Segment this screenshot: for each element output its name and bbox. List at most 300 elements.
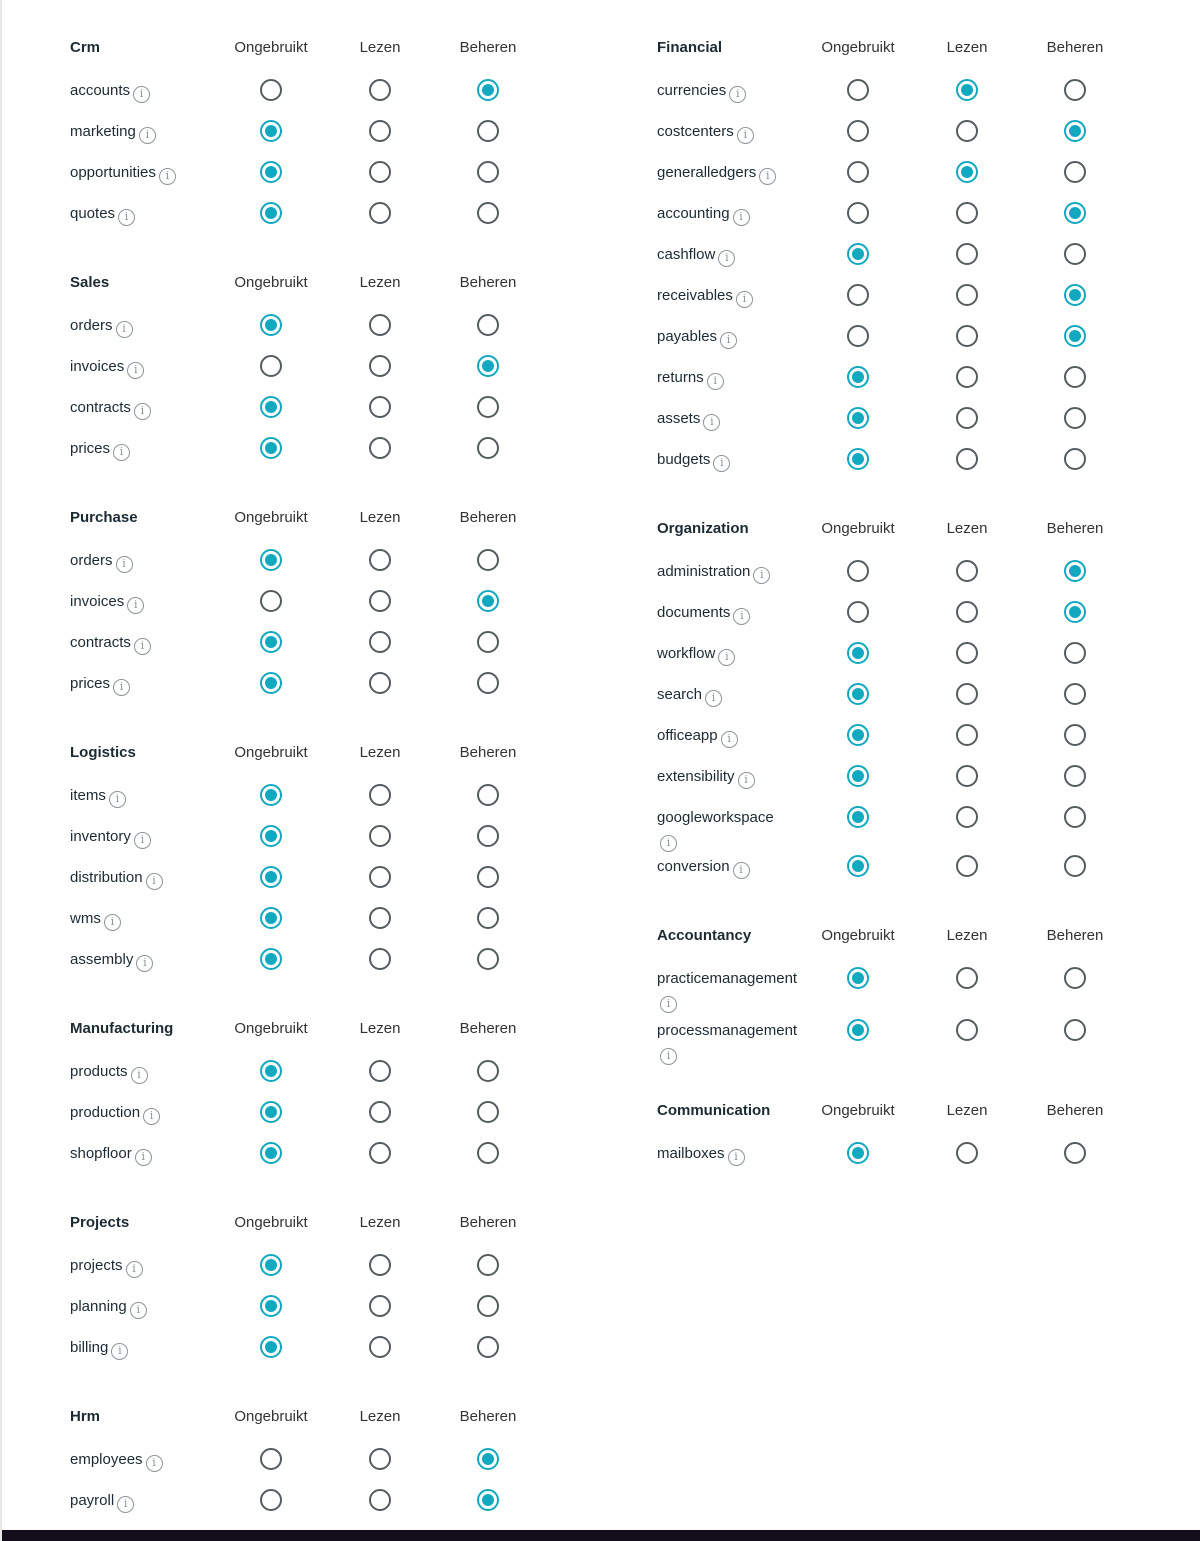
radio-read[interactable]: [369, 202, 391, 224]
permission-label: [657, 643, 807, 666]
permission-name: projects: [70, 1257, 123, 1274]
column-header-read: Lezen: [359, 1408, 401, 1425]
group-title: Manufacturing: [70, 1020, 174, 1037]
radio-unused[interactable]: [847, 448, 869, 470]
permission-row-mailboxes: [655, 1135, 1200, 1176]
right-column: [655, 26, 1200, 1176]
permission-name: prices: [70, 675, 111, 692]
permission-label: [657, 449, 807, 472]
group-logistics: [68, 731, 613, 982]
permission-name: wms: [70, 910, 101, 927]
radio-unused[interactable]: [260, 1336, 282, 1358]
radio-read[interactable]: [956, 601, 978, 623]
permission-name: inventory: [70, 828, 131, 845]
permission-name: assembly: [70, 951, 134, 968]
info-icon[interactable]: i: [136, 955, 153, 972]
info-icon[interactable]: i: [728, 1149, 745, 1166]
radio-unused[interactable]: [847, 243, 869, 265]
group-header: [655, 507, 1200, 553]
radio-unused[interactable]: [260, 314, 282, 336]
info-icon[interactable]: i: [660, 996, 677, 1013]
permission-row-wms: [68, 900, 613, 941]
permission-name: distribution: [70, 869, 143, 886]
radio-unused[interactable]: [260, 1295, 282, 1317]
radio-manage[interactable]: [477, 314, 499, 336]
radio-manage[interactable]: [477, 120, 499, 142]
info-icon[interactable]: i: [737, 127, 754, 144]
column-header-unused: Ongebruikt: [234, 509, 308, 526]
permission-row-budgets: [655, 441, 1200, 482]
radio-read[interactable]: [369, 437, 391, 459]
permission-row-invoices: [68, 583, 613, 624]
permission-name: processmanagement: [657, 1022, 798, 1039]
radio-manage[interactable]: [477, 866, 499, 888]
radio-manage[interactable]: [1064, 855, 1086, 877]
info-icon[interactable]: i: [127, 362, 144, 379]
radio-unused[interactable]: [260, 1060, 282, 1082]
radio-unused[interactable]: [260, 161, 282, 183]
permission-label: [657, 1020, 807, 1065]
group-title: Crm: [70, 39, 101, 56]
permission-name: payroll: [70, 1492, 115, 1509]
permission-label: [657, 285, 807, 308]
permission-name: mailboxes: [657, 1145, 725, 1162]
radio-unused[interactable]: [847, 79, 869, 101]
radio-read[interactable]: [956, 120, 978, 142]
info-icon[interactable]: i: [113, 444, 130, 461]
info-icon[interactable]: i: [104, 914, 121, 931]
column-header-read: Lezen: [359, 274, 401, 291]
radio-manage[interactable]: [477, 907, 499, 929]
radio-unused[interactable]: [847, 366, 869, 388]
permission-label: [70, 908, 220, 931]
info-icon[interactable]: i: [720, 332, 737, 349]
group-projects: [68, 1201, 613, 1370]
radio-read[interactable]: [956, 202, 978, 224]
radio-unused[interactable]: [847, 967, 869, 989]
column-header-manage: Beheren: [1046, 1102, 1104, 1119]
radio-manage[interactable]: [477, 590, 499, 612]
radio-manage[interactable]: [477, 1101, 499, 1123]
radio-read[interactable]: [956, 1019, 978, 1041]
permission-row-extensibility: [655, 758, 1200, 799]
info-icon[interactable]: i: [146, 873, 163, 890]
column-header-read: Lezen: [359, 1214, 401, 1231]
radio-unused[interactable]: [847, 120, 869, 142]
radio-read[interactable]: [369, 1336, 391, 1358]
radio-unused[interactable]: [847, 407, 869, 429]
permission-label: [657, 766, 807, 789]
radio-unused[interactable]: [847, 642, 869, 664]
radio-read[interactable]: [369, 161, 391, 183]
permission-row-assembly: [68, 941, 613, 982]
info-icon[interactable]: i: [109, 791, 126, 808]
radio-manage[interactable]: [477, 1254, 499, 1276]
radio-unused[interactable]: [260, 1448, 282, 1470]
radio-manage[interactable]: [1064, 120, 1086, 142]
radio-unused[interactable]: [260, 948, 282, 970]
permission-row-orders: [68, 542, 613, 583]
radio-read[interactable]: [956, 243, 978, 265]
radio-manage[interactable]: [477, 631, 499, 653]
column-header-unused: Ongebruikt: [234, 1408, 308, 1425]
radio-read[interactable]: [369, 79, 391, 101]
radio-read[interactable]: [369, 590, 391, 612]
radio-read[interactable]: [369, 672, 391, 694]
group-communication: [655, 1089, 1200, 1176]
permission-row-inventory: [68, 818, 613, 859]
info-icon[interactable]: i: [146, 1455, 163, 1472]
radio-unused[interactable]: [847, 806, 869, 828]
group-title: Purchase: [70, 509, 138, 526]
permission-row-payables: [655, 318, 1200, 359]
radio-unused[interactable]: [260, 396, 282, 418]
radio-read[interactable]: [956, 642, 978, 664]
radio-unused[interactable]: [847, 1142, 869, 1164]
radio-read[interactable]: [369, 120, 391, 142]
group-title: Hrm: [70, 1408, 101, 1425]
permission-label: [657, 1143, 807, 1166]
radio-manage[interactable]: [1064, 284, 1086, 306]
radio-unused[interactable]: [260, 355, 282, 377]
info-icon[interactable]: i: [759, 168, 776, 185]
radio-unused[interactable]: [260, 1489, 282, 1511]
permission-label: [70, 1337, 220, 1360]
radio-unused[interactable]: [260, 202, 282, 224]
permission-row-accounts: [68, 72, 613, 113]
radio-manage[interactable]: [1064, 202, 1086, 224]
permission-label: [657, 408, 807, 431]
permission-label: [70, 550, 220, 573]
permission-name: generalledgers: [657, 164, 757, 181]
radio-read[interactable]: [956, 79, 978, 101]
radio-unused[interactable]: [260, 120, 282, 142]
permission-name: extensibility: [657, 768, 735, 785]
group-spacer: [68, 706, 613, 731]
radio-read[interactable]: [956, 724, 978, 746]
permission-row-processmanagement: [655, 1012, 1200, 1064]
permission-name: search: [657, 686, 703, 703]
info-icon[interactable]: i: [705, 690, 722, 707]
permission-name: cashflow: [657, 246, 716, 263]
radio-manage[interactable]: [1064, 683, 1086, 705]
radio-manage[interactable]: [477, 437, 499, 459]
permission-label: [70, 949, 220, 972]
info-icon[interactable]: i: [753, 567, 770, 584]
permission-label: [657, 561, 807, 584]
radio-unused[interactable]: [847, 855, 869, 877]
radio-unused[interactable]: [847, 202, 869, 224]
permission-row-practicemanagement: [655, 960, 1200, 1012]
permission-row-cashflow: [655, 236, 1200, 277]
radio-manage[interactable]: [1064, 448, 1086, 470]
permission-row-invoices: [68, 348, 613, 389]
radio-manage[interactable]: [1064, 967, 1086, 989]
permission-label: [657, 602, 807, 625]
info-icon[interactable]: i: [139, 127, 156, 144]
radio-unused[interactable]: [847, 601, 869, 623]
column-header-unused: Ongebruikt: [234, 1214, 308, 1231]
group-spacer: [655, 889, 1200, 914]
radio-manage[interactable]: [1064, 806, 1086, 828]
radio-manage[interactable]: [477, 202, 499, 224]
radio-manage[interactable]: [477, 672, 499, 694]
radio-read[interactable]: [956, 806, 978, 828]
radio-manage[interactable]: [1064, 1142, 1086, 1164]
radio-unused[interactable]: [260, 784, 282, 806]
radio-read[interactable]: [956, 366, 978, 388]
info-icon[interactable]: i: [134, 403, 151, 420]
radio-unused[interactable]: [260, 590, 282, 612]
column-header-manage: Beheren: [1046, 927, 1104, 944]
radio-unused[interactable]: [847, 724, 869, 746]
permission-name: budgets: [657, 451, 711, 468]
info-icon[interactable]: i: [111, 1343, 128, 1360]
info-icon[interactable]: i: [116, 556, 133, 573]
radio-unused[interactable]: [260, 825, 282, 847]
radio-unused[interactable]: [847, 683, 869, 705]
radio-read[interactable]: [369, 784, 391, 806]
info-icon[interactable]: i: [733, 209, 750, 226]
radio-read[interactable]: [369, 355, 391, 377]
radio-manage[interactable]: [477, 1336, 499, 1358]
column-header-read: Lezen: [946, 39, 988, 56]
radio-manage[interactable]: [1064, 243, 1086, 265]
group-crm: [68, 26, 613, 236]
radio-unused[interactable]: [260, 1142, 282, 1164]
permission-label: [657, 968, 807, 1013]
permission-row-documents: [655, 594, 1200, 635]
permission-label: [70, 203, 220, 226]
radio-read[interactable]: [956, 855, 978, 877]
permission-name: invoices: [70, 358, 125, 375]
group-purchase: [68, 496, 613, 706]
radio-read[interactable]: [369, 866, 391, 888]
permission-name: workflow: [657, 645, 716, 662]
column-header-unused: Ongebruikt: [234, 274, 308, 291]
info-icon[interactable]: i: [127, 597, 144, 614]
permission-label: [70, 356, 220, 379]
info-icon[interactable]: i: [703, 414, 720, 431]
radio-manage[interactable]: [1064, 161, 1086, 183]
group-header: [655, 26, 1200, 72]
permission-name: assets: [657, 410, 701, 427]
radio-manage[interactable]: [1064, 642, 1086, 664]
radio-unused[interactable]: [260, 1254, 282, 1276]
radio-unused[interactable]: [847, 325, 869, 347]
info-icon[interactable]: i: [118, 209, 135, 226]
radio-unused[interactable]: [260, 907, 282, 929]
group-title: Accountancy: [657, 927, 752, 944]
group-title: Organization: [657, 520, 749, 537]
radio-manage[interactable]: [1064, 79, 1086, 101]
radio-read[interactable]: [369, 1060, 391, 1082]
radio-manage[interactable]: [477, 1142, 499, 1164]
info-icon[interactable]: i: [134, 832, 151, 849]
radio-manage[interactable]: [477, 1060, 499, 1082]
radio-manage[interactable]: [477, 355, 499, 377]
permission-row-opportunities: [68, 154, 613, 195]
info-icon[interactable]: i: [116, 321, 133, 338]
permission-label: [657, 121, 807, 144]
radio-read[interactable]: [369, 1142, 391, 1164]
radio-read[interactable]: [956, 1142, 978, 1164]
info-icon[interactable]: i: [130, 1302, 147, 1319]
permission-row-shopfloor: [68, 1135, 613, 1176]
radio-manage[interactable]: [477, 549, 499, 571]
permission-label: [70, 397, 220, 420]
radio-read[interactable]: [369, 1448, 391, 1470]
info-icon[interactable]: i: [733, 608, 750, 625]
permission-label: [70, 121, 220, 144]
info-icon[interactable]: i: [736, 291, 753, 308]
radio-manage[interactable]: [477, 1295, 499, 1317]
radio-unused[interactable]: [260, 1101, 282, 1123]
info-icon[interactable]: i: [707, 373, 724, 390]
radio-read[interactable]: [956, 325, 978, 347]
radio-read[interactable]: [369, 1295, 391, 1317]
radio-unused[interactable]: [847, 1019, 869, 1041]
permission-row-planning: [68, 1288, 613, 1329]
info-icon[interactable]: i: [133, 86, 150, 103]
info-icon[interactable]: i: [713, 455, 730, 472]
permission-label: [70, 1449, 220, 1472]
radio-unused[interactable]: [260, 631, 282, 653]
radio-unused[interactable]: [260, 672, 282, 694]
radio-manage[interactable]: [1064, 366, 1086, 388]
info-icon[interactable]: i: [131, 1067, 148, 1084]
radio-unused[interactable]: [847, 284, 869, 306]
radio-read[interactable]: [956, 448, 978, 470]
radio-read[interactable]: [369, 314, 391, 336]
radio-read[interactable]: [369, 1254, 391, 1276]
radio-manage[interactable]: [477, 79, 499, 101]
permission-name: contracts: [70, 634, 131, 651]
permission-name: googleworkspace: [657, 809, 774, 826]
info-icon[interactable]: i: [134, 638, 151, 655]
column-header-read: Lezen: [946, 520, 988, 537]
column-header-read: Lezen: [359, 744, 401, 761]
column-header-manage: Beheren: [459, 274, 517, 291]
group-header: [68, 496, 613, 542]
group-spacer: [68, 471, 613, 496]
radio-read[interactable]: [956, 765, 978, 787]
permission-label: [70, 591, 220, 614]
radio-manage[interactable]: [1064, 1019, 1086, 1041]
radio-read[interactable]: [956, 560, 978, 582]
radio-manage[interactable]: [1064, 765, 1086, 787]
permission-row-production: [68, 1094, 613, 1135]
radio-unused[interactable]: [260, 866, 282, 888]
group-spacer: [68, 236, 613, 261]
permission-name: production: [70, 1104, 141, 1121]
radio-unused[interactable]: [260, 79, 282, 101]
radio-manage[interactable]: [477, 161, 499, 183]
info-icon[interactable]: i: [143, 1108, 160, 1125]
radio-read[interactable]: [956, 407, 978, 429]
permission-label: [70, 826, 220, 849]
radio-unused[interactable]: [847, 765, 869, 787]
radio-read[interactable]: [956, 284, 978, 306]
column-header-read: Lezen: [359, 1020, 401, 1037]
info-icon[interactable]: i: [733, 862, 750, 879]
radio-manage[interactable]: [477, 948, 499, 970]
radio-manage[interactable]: [1064, 724, 1086, 746]
radio-read[interactable]: [369, 396, 391, 418]
radio-read[interactable]: [369, 631, 391, 653]
radio-read[interactable]: [956, 967, 978, 989]
radio-manage[interactable]: [1064, 407, 1086, 429]
permission-label: [70, 1490, 220, 1513]
radio-manage[interactable]: [477, 1448, 499, 1470]
info-icon[interactable]: i: [718, 649, 735, 666]
radio-manage[interactable]: [477, 396, 499, 418]
radio-manage[interactable]: [477, 784, 499, 806]
radio-manage[interactable]: [477, 1489, 499, 1511]
radio-read[interactable]: [369, 825, 391, 847]
radio-unused[interactable]: [260, 437, 282, 459]
radio-read[interactable]: [369, 549, 391, 571]
permission-name: receivables: [657, 287, 733, 304]
info-icon[interactable]: i: [660, 835, 677, 852]
permission-label: [657, 244, 807, 267]
info-icon[interactable]: i: [721, 731, 738, 748]
info-icon[interactable]: i: [117, 1496, 134, 1513]
permission-label: [70, 1143, 220, 1166]
radio-read[interactable]: [369, 907, 391, 929]
radio-read[interactable]: [956, 683, 978, 705]
permission-name: administration: [657, 563, 751, 580]
info-icon[interactable]: i: [660, 1048, 677, 1065]
permission-name: shopfloor: [70, 1145, 132, 1162]
info-icon[interactable]: i: [718, 250, 735, 267]
radio-unused[interactable]: [260, 549, 282, 571]
permission-label: [70, 632, 220, 655]
permission-name: prices: [70, 440, 111, 457]
radio-manage[interactable]: [1064, 560, 1086, 582]
group-sales: [68, 261, 613, 471]
group-spacer: [68, 1176, 613, 1201]
permission-name: invoices: [70, 593, 125, 610]
radio-read[interactable]: [369, 1489, 391, 1511]
info-icon[interactable]: i: [738, 772, 755, 789]
permission-name: currencies: [657, 82, 727, 99]
info-icon[interactable]: i: [729, 86, 746, 103]
radio-read[interactable]: [369, 948, 391, 970]
radio-unused[interactable]: [847, 161, 869, 183]
permission-row-accounting: [655, 195, 1200, 236]
permission-row-conversion: [655, 848, 1200, 889]
column-header-read: Lezen: [946, 927, 988, 944]
radio-manage[interactable]: [477, 825, 499, 847]
radio-manage[interactable]: [1064, 325, 1086, 347]
info-icon[interactable]: i: [126, 1261, 143, 1278]
radio-read[interactable]: [956, 161, 978, 183]
radio-manage[interactable]: [1064, 601, 1086, 623]
info-icon[interactable]: i: [159, 168, 176, 185]
permission-name: costcenters: [657, 123, 734, 140]
permission-row-currencies: [655, 72, 1200, 113]
info-icon[interactable]: i: [135, 1149, 152, 1166]
permission-label: [657, 203, 807, 226]
radio-read[interactable]: [369, 1101, 391, 1123]
info-icon[interactable]: i: [113, 679, 130, 696]
permission-name: opportunities: [70, 164, 156, 181]
permission-label: [70, 1061, 220, 1084]
radio-unused[interactable]: [847, 560, 869, 582]
permission-name: accounts: [70, 82, 131, 99]
permission-name: payables: [657, 328, 718, 345]
